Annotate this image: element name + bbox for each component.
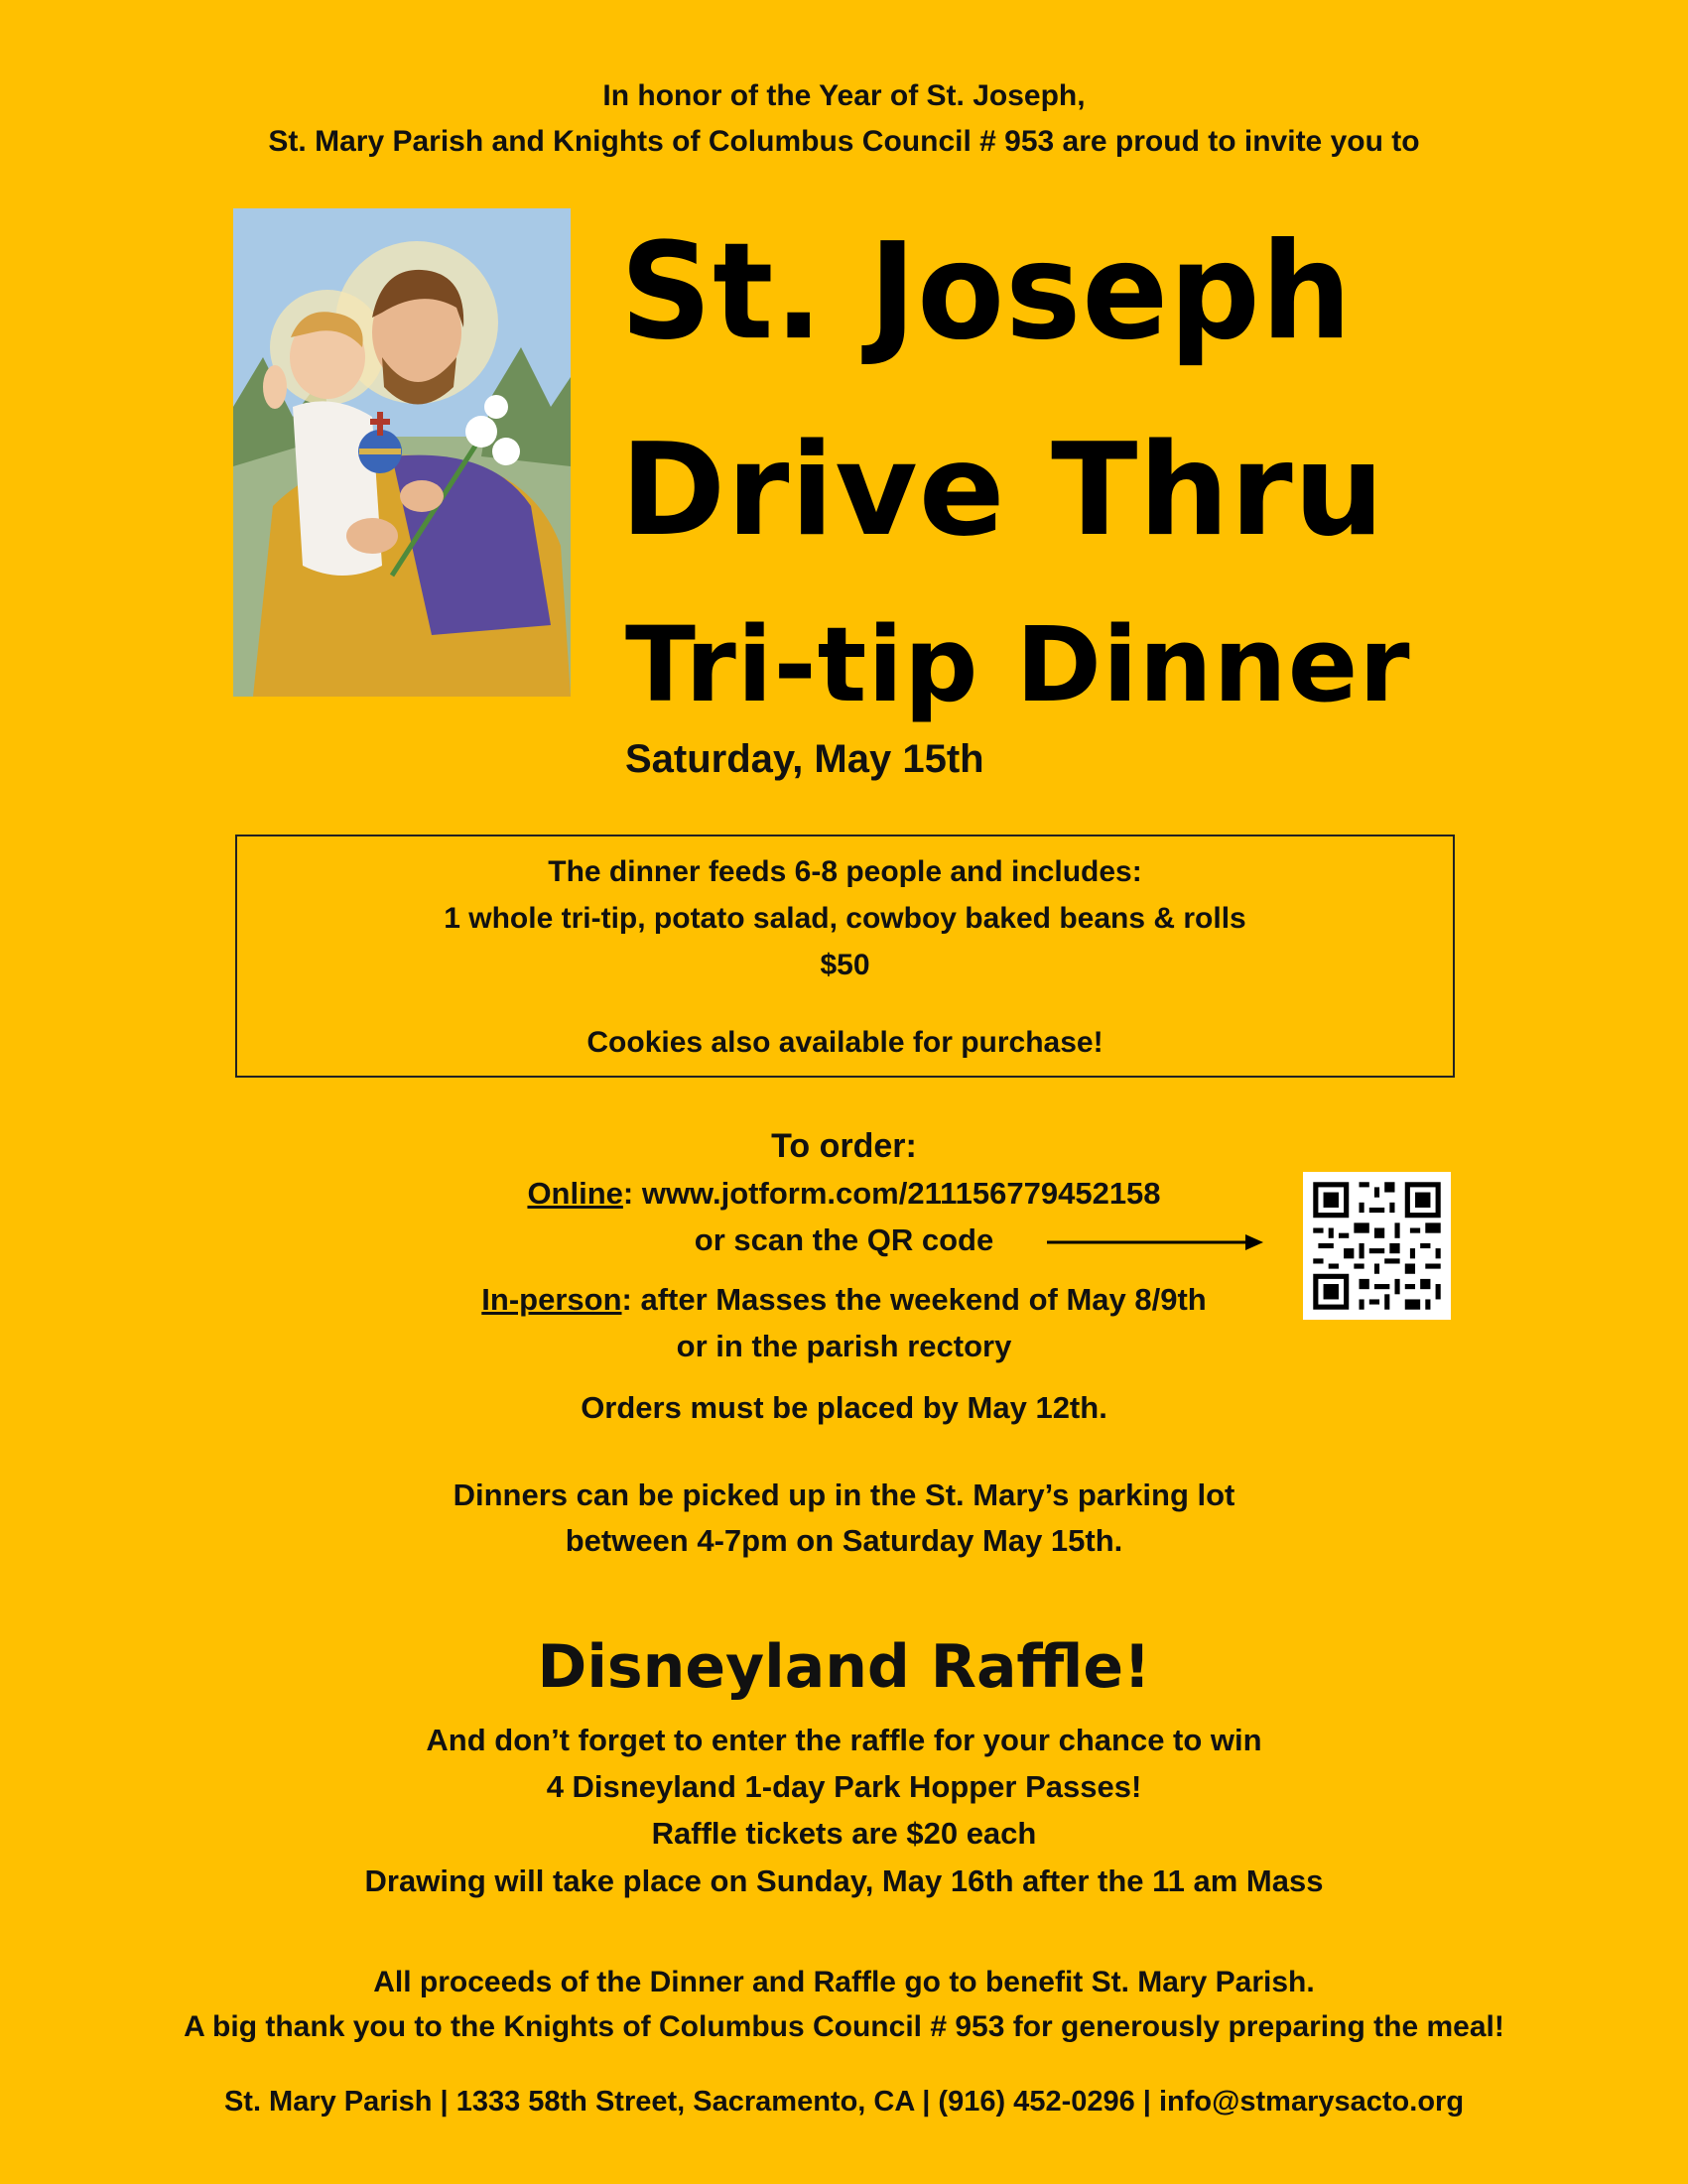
footer-contact: St. Mary Parish | 1333 58th Street, Sacramento, CA | (916) 452-0296 | info@stmarysacto.org: [223, 2086, 1465, 2118]
intro-line-2: St. Mary Parish and Knights of Columbus Council # 953 are proud to invite you to: [268, 125, 1420, 158]
order-inperson-line: [0, 1277, 1688, 1323]
event-date: Saturday, May 15th: [625, 737, 984, 781]
dinner-info-box: [235, 835, 1455, 1078]
closing-line-1: All proceeds of the Dinner and Raffle go to benefit St. Mary Parish.: [373, 1966, 1315, 1998]
raffle-title: Disneyland Raffle!: [537, 1632, 1151, 1702]
st-joseph-image: [233, 208, 571, 697]
pickup-line-2: between 4-7pm on Saturday May 15th.: [565, 1523, 1123, 1558]
title-line-2: Drive Thru: [620, 417, 1385, 565]
scan-qr-text: or scan the QR code: [694, 1222, 994, 1257]
dinner-includes-text: 1 whole tri-tip, potato salad, cowboy baked beans & rolls: [444, 902, 1246, 935]
online-url[interactable]: : www.jotform.com/211156779452158: [622, 1176, 1161, 1211]
order-deadline: Orders must be placed by May 12th.: [581, 1390, 1107, 1425]
rectory-line: or in the parish rectory: [676, 1329, 1012, 1363]
arrow-right-icon: [1047, 1230, 1265, 1254]
title-line-1: St. Joseph: [620, 214, 1353, 370]
st-joseph-illustration: [233, 208, 571, 697]
online-label: Online: [527, 1176, 623, 1211]
title-line-3: Tri-tip Dinner: [625, 604, 1411, 725]
raffle-line-4: Drawing will take place on Sunday, May 16th after the 11 am Mass: [364, 1863, 1324, 1898]
dinner-price: $50: [820, 949, 870, 981]
raffle-line-2: 4 Disneyland 1-day Park Hopper Passes!: [546, 1769, 1142, 1804]
cookies-text: Cookies also available for purchase!: [586, 1026, 1104, 1059]
raffle-line-3: Raffle tickets are $20 each: [651, 1816, 1037, 1851]
intro-line-1: In honor of the Year of St. Joseph,: [602, 79, 1086, 112]
closing-line-2: A big thank you to the Knights of Columbus Council # 953 for generously preparing the meal!: [184, 2010, 1504, 2043]
pickup-line-1: Dinners can be picked up in the St. Mary’s parking lot: [453, 1477, 1235, 1512]
order-heading: To order:: [771, 1127, 917, 1165]
inperson-text: : after Masses the weekend of May 8/9th: [621, 1282, 1207, 1317]
raffle-line-1: And don’t forget to enter the raffle for your chance to win: [426, 1723, 1262, 1757]
inperson-label: In-person: [481, 1282, 622, 1317]
dinner-feeds-text: The dinner feeds 6-8 people and includes:: [548, 855, 1142, 888]
